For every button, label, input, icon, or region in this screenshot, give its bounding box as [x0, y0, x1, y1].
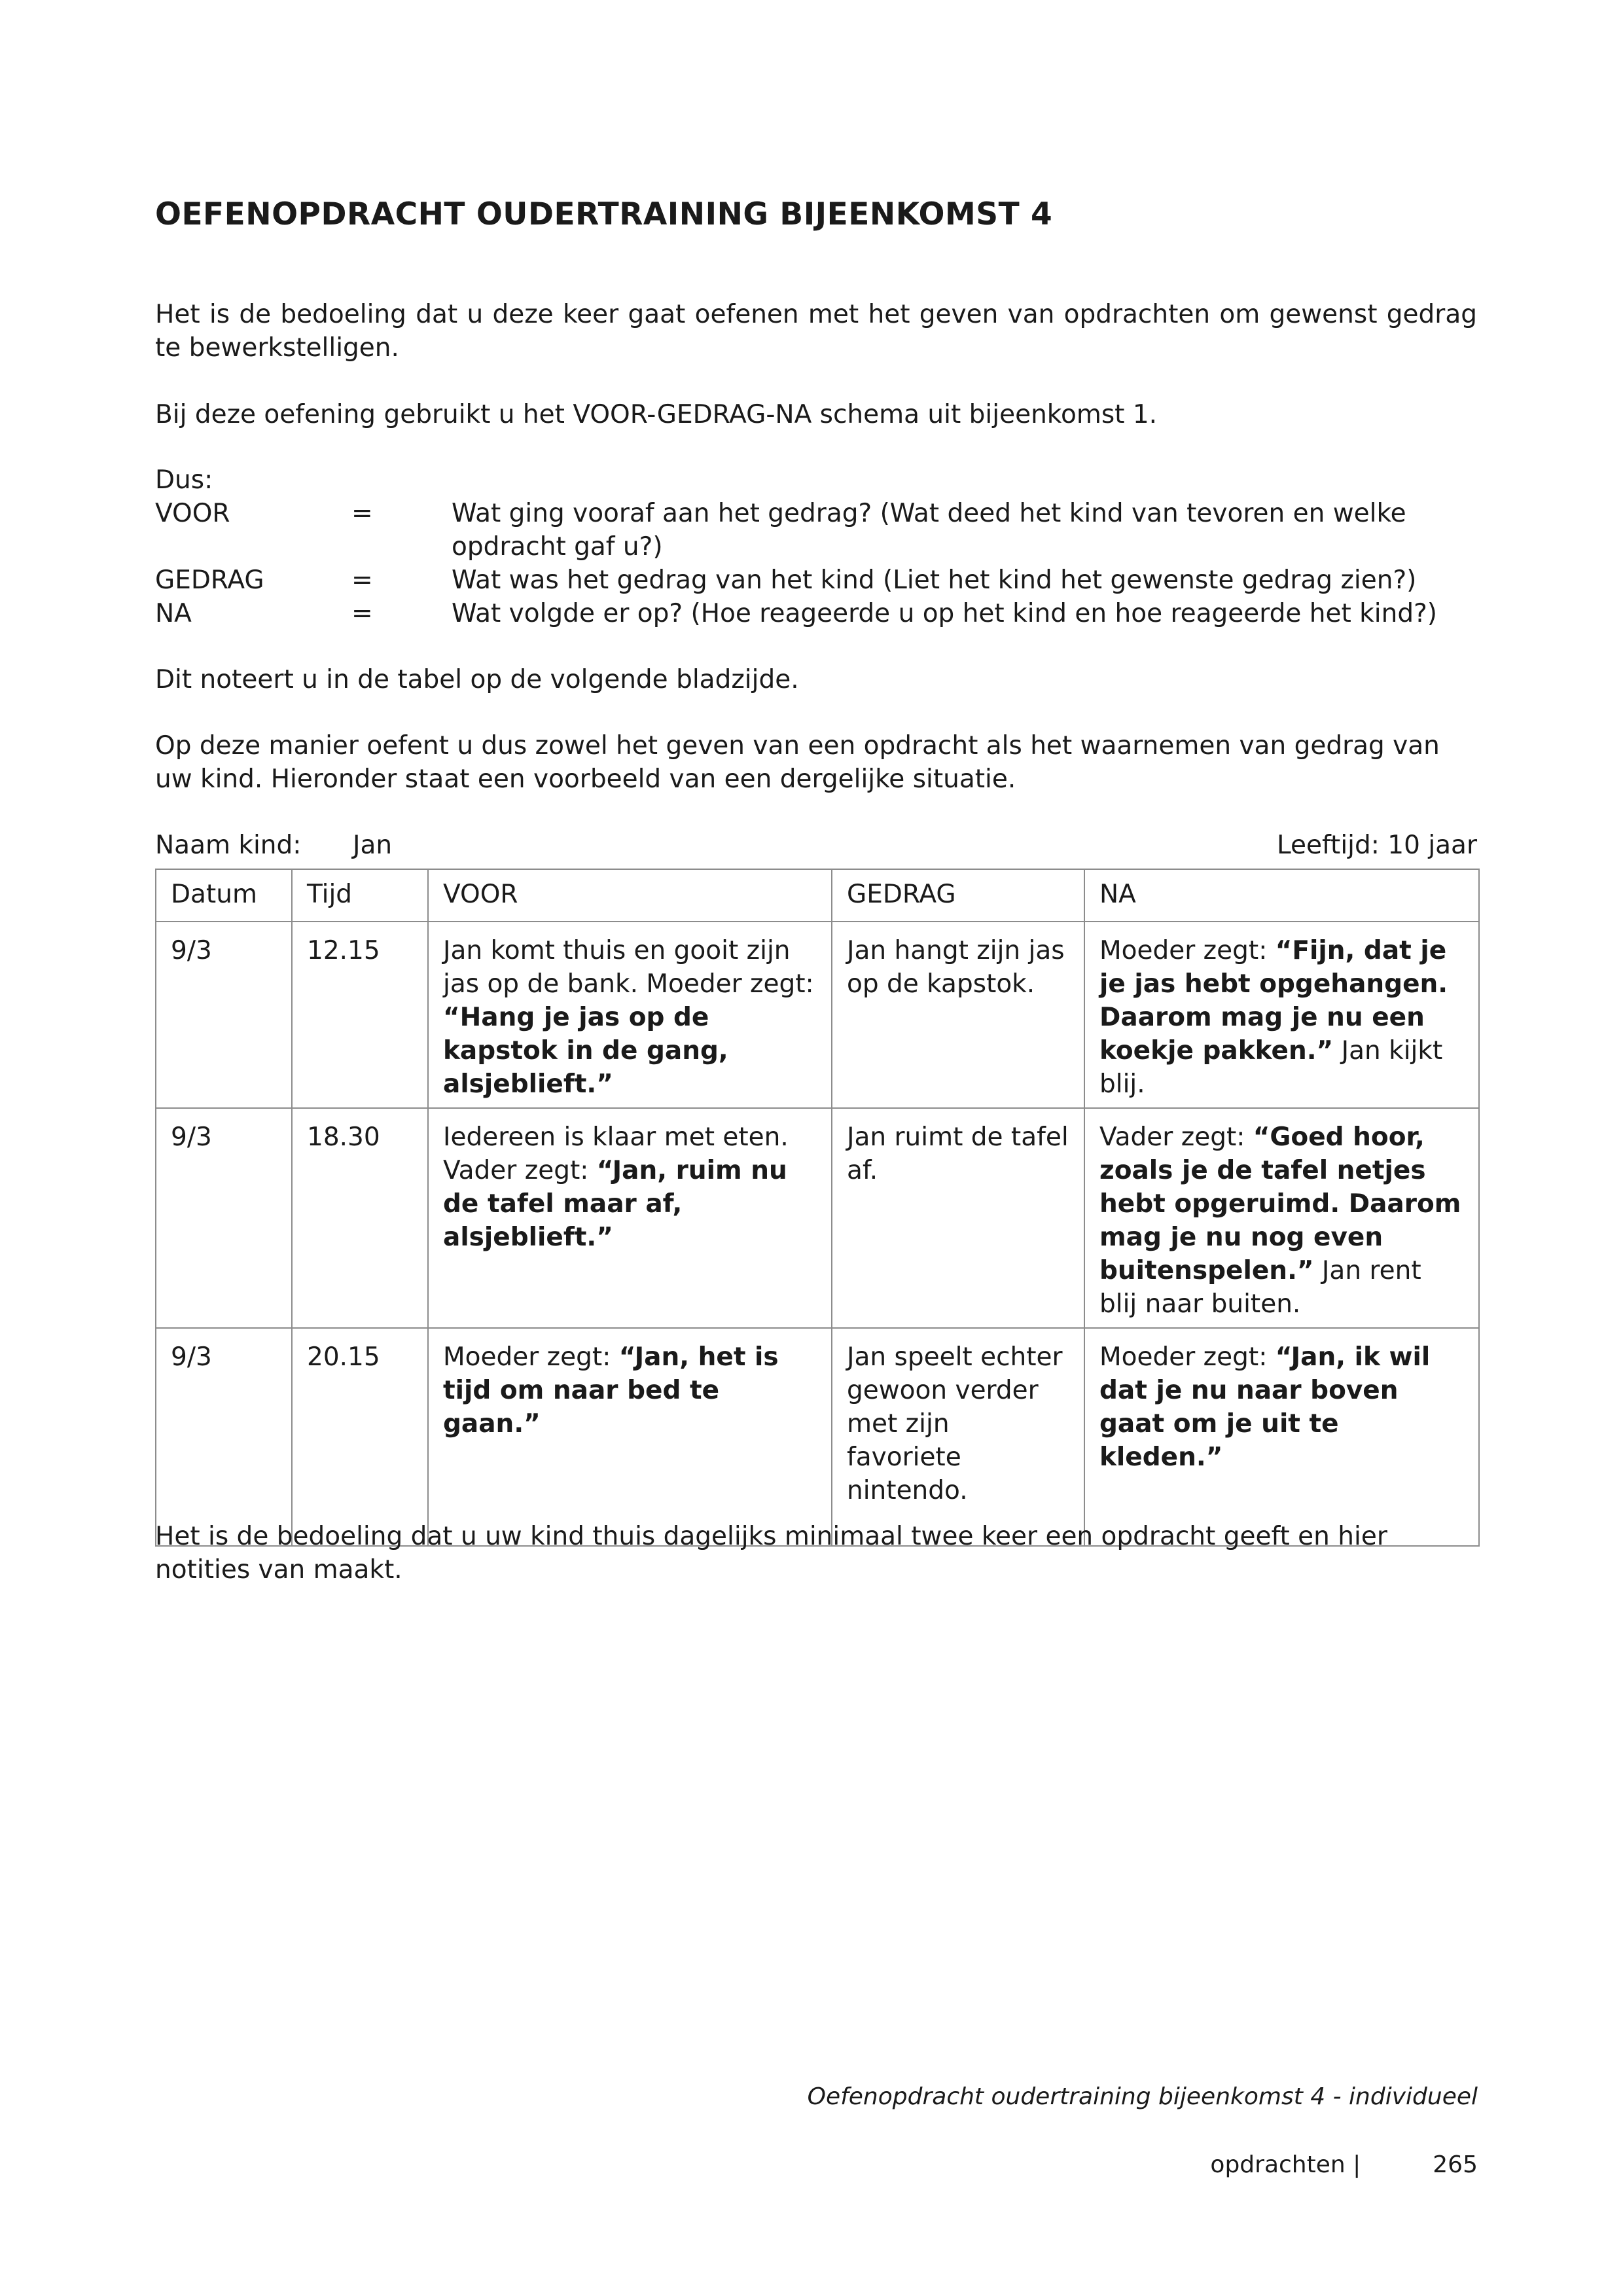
practice-paragraph: Op deze manier oefent u dus zowel het geven van een opdracht als het waarnemen van gedrag van uw kind. Hieronder staat een voorbeeld van een dergelijke situatie. — [155, 731, 1440, 794]
cell-na — [1084, 922, 1479, 1108]
footer-page-info — [1210, 2151, 1478, 2178]
definition-term: NA — [155, 599, 192, 628]
closing-paragraph: Het is de bedoeling dat u uw kind thuis dagelijks minimaal twee keer een opdracht geeft en hier notities van maakt. — [155, 1522, 1387, 1585]
example-table — [155, 869, 1480, 1547]
cell-tijd: 18.30 — [292, 1108, 428, 1328]
header-gedrag: GEDRAG — [832, 869, 1084, 922]
dus-label: Dus: — [155, 465, 213, 495]
na-quote: “Jan, ik wil dat je nu naar boven gaat om je uit te kleden.” — [1099, 1342, 1431, 1472]
table-header-row — [156, 869, 1479, 922]
page-title: OEFENOPDRACHT OUDERTRAINING BIJEENKOMST 4 — [155, 196, 1053, 232]
definition-equals: = — [351, 599, 373, 628]
na-text: Moeder zegt: — [1099, 936, 1275, 965]
table-row — [156, 1108, 1479, 1328]
na-tail: Jan kijkt blij. — [1099, 1036, 1443, 1099]
child-name: Jan — [353, 831, 393, 860]
intro-paragraph: Het is de bedoeling dat u deze keer gaat oefenen met het geven van opdrachten om gewenst gedrag te bewerkstelligen. — [155, 300, 1477, 363]
na-quote: “Goed hoor, zoals je de tafel netjes hebt opgeruimd. Daarom mag je nu nog even buitenspelen.” — [1099, 1122, 1461, 1285]
cell-gedrag: Jan speelt echter gewoon verder met zijn favoriete nintendo. — [832, 1328, 1084, 1546]
voor-quote: “Jan, het is tijd om naar bed te gaan.” — [443, 1342, 779, 1439]
page-number: 265 — [1433, 2151, 1478, 2178]
cell-na — [1084, 1328, 1479, 1546]
footer-section: opdrachten | — [1210, 2151, 1361, 2178]
schema-paragraph: Bij deze oefening gebruikt u het VOOR-GEDRAG-NA schema uit bijeenkomst 1. — [155, 400, 1158, 429]
cell-gedrag: Jan ruimt de tafel af. — [832, 1108, 1084, 1328]
definition-voor — [155, 497, 1477, 564]
cell-voor — [428, 922, 832, 1108]
header-datum: Datum — [156, 869, 292, 922]
cell-datum: 9/3 — [156, 1328, 292, 1546]
definition-description: Wat ging vooraf aan het gedrag? (Wat deed het kind van tevoren en welke opdracht gaf u?) — [452, 499, 1406, 562]
header-voor: VOOR — [428, 869, 832, 922]
cell-gedrag: Jan hangt zijn jas op de kapstok. — [832, 922, 1084, 1108]
cell-tijd: 20.15 — [292, 1328, 428, 1546]
definition-term: GEDRAG — [155, 565, 264, 595]
definition-gedrag — [155, 564, 1477, 597]
child-info-row — [155, 829, 1477, 862]
definition-na — [155, 597, 1477, 630]
child-name-label: Naam kind: — [155, 831, 302, 860]
na-tail: Jan rent blij naar buiten. — [1099, 1256, 1421, 1319]
na-text: Vader zegt: — [1099, 1122, 1253, 1152]
na-quote: “Fijn, dat je je jas hebt opgehangen. Daarom mag je nu een koekje pakken.” — [1099, 936, 1448, 1066]
table-row — [156, 922, 1479, 1108]
definitions-block — [155, 463, 1477, 630]
cell-datum: 9/3 — [156, 1108, 292, 1328]
definition-term: VOOR — [155, 499, 230, 528]
na-text: Moeder zegt: — [1099, 1342, 1275, 1372]
cell-tijd: 12.15 — [292, 922, 428, 1108]
child-age: Leeftijd: 10 jaar — [1276, 831, 1477, 860]
voor-text: Iedereen is klaar met eten. Vader zegt: — [443, 1122, 789, 1185]
table-row — [156, 1328, 1479, 1546]
definition-equals: = — [351, 499, 373, 528]
voor-text: Jan komt thuis en gooit zijn jas op de bank. Moeder zegt: — [443, 936, 814, 999]
definition-description: Wat volgde er op? (Hoe reageerde u op het kind en hoe reageerde het kind?) — [452, 599, 1437, 628]
cell-na — [1084, 1108, 1479, 1328]
cell-datum: 9/3 — [156, 922, 292, 1108]
table-note: Dit noteert u in de tabel op de volgende bladzijde. — [155, 665, 799, 694]
cell-voor — [428, 1328, 832, 1546]
footer-title: Oefenopdracht oudertraining bijeenkomst 4 - individueel — [807, 2083, 1478, 2110]
voor-quote: “Hang je jas op de kapstok in de gang, alsjeblieft.” — [443, 1003, 728, 1099]
voor-quote: “Jan, ruim nu de tafel maar af, alsjeblieft.” — [443, 1156, 787, 1252]
cell-voor — [428, 1108, 832, 1328]
header-tijd: Tijd — [292, 869, 428, 922]
definition-description: Wat was het gedrag van het kind (Liet het kind het gewenste gedrag zien?) — [452, 565, 1417, 595]
definition-equals: = — [351, 565, 373, 595]
voor-text: Moeder zegt: — [443, 1342, 619, 1372]
header-na: NA — [1084, 869, 1479, 922]
